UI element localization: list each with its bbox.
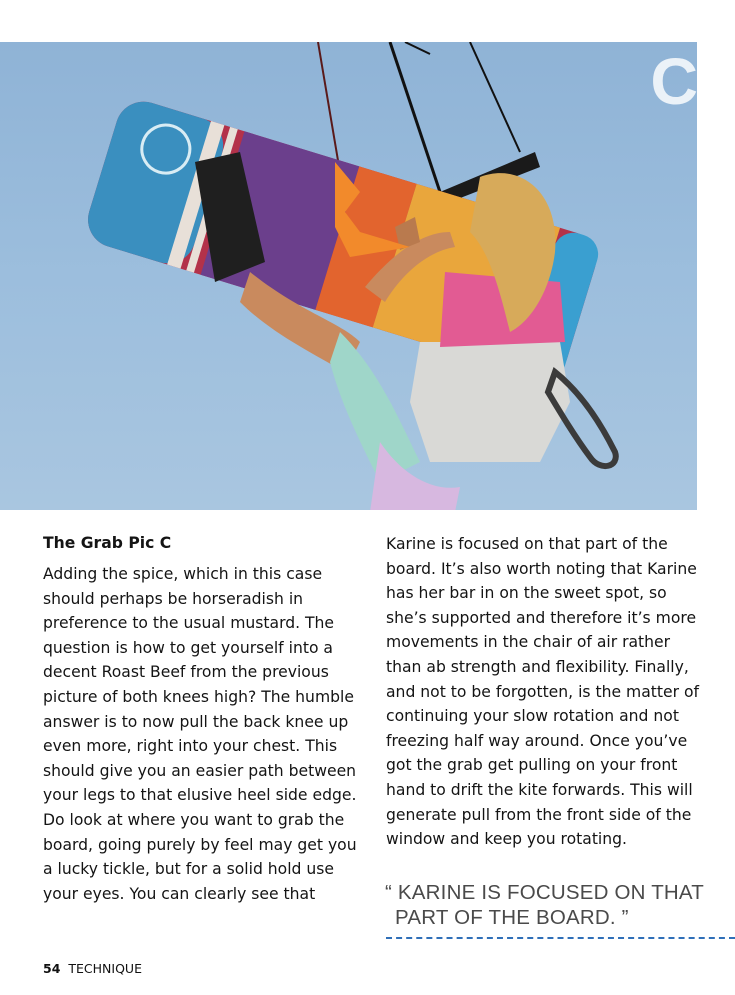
pull-quote-line2: PART OF THE BOARD. ” <box>395 906 629 929</box>
article-heading: The Grab Pic C <box>43 534 172 552</box>
pull-quote-rule <box>386 937 735 939</box>
folio <box>43 961 142 976</box>
kitesurf-photo <box>0 42 697 510</box>
article-text-left: Adding the spice, which in this case should perhaps be horseradish in preference to the usual mustard. The question is how to get yourself into a decent Roast Beef from the previous picture of both knees high? The humble answer is to now pull the back knee up even more, right into your chest. This should give you an easier path between your legs to that elusive heel side edge. Do look at where you want to grab the board, going purely by feel may get you a lucky tickle, but for a solid hold use your eyes. You can clearly see that <box>43 565 357 903</box>
pull-quote-line1: “ KARINE IS FOCUSED ON THAT <box>385 881 705 904</box>
article-text-right: Karine is focused on that part of the board. It’s also worth noting that Karine has her bar in on the sweet spot, so she’s supported and therefore it’s more movements in the chair of air rather than ab strength and flexibility. Finally, and not to be forgotten, is the matter of continuing your slow rotation and not freezing half way around. Once you’ve got the grab get pulling on your front hand to drift the kite forwards. This will generate pull from the front side of the window and keep you rotating. <box>386 535 700 849</box>
article-column-right <box>386 532 706 852</box>
photo-label: C <box>650 44 697 118</box>
article-column-left <box>43 532 361 906</box>
page-number: 54 <box>43 961 61 976</box>
kitesurfer-illustration <box>0 42 697 510</box>
pull-quote <box>384 880 735 930</box>
section-name: TECHNIQUE <box>68 961 142 976</box>
